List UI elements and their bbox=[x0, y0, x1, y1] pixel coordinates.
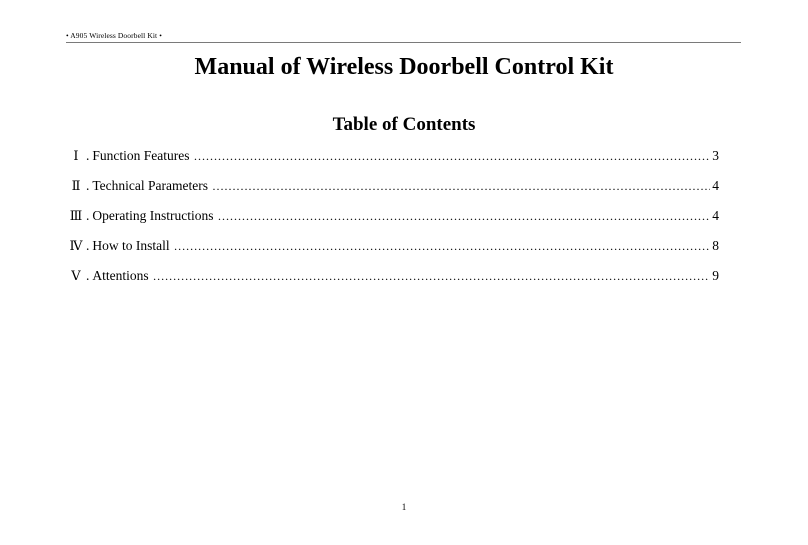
toc-numeral: Ⅰ bbox=[73, 149, 79, 164]
toc-heading: Table of Contents bbox=[332, 114, 476, 135]
toc-leader-dots bbox=[153, 266, 711, 286]
toc-separator: . bbox=[86, 238, 90, 253]
running-header: • A905 Wireless Doorbell Kit • bbox=[66, 31, 162, 40]
toc-numeral: Ⅳ bbox=[69, 239, 83, 254]
toc-leader-dots bbox=[174, 236, 711, 256]
toc-entry-how-to-install[interactable] bbox=[66, 236, 719, 256]
toc-entry-title: Attentions bbox=[92, 268, 149, 283]
toc-separator: . bbox=[86, 208, 90, 223]
toc-entry-function-features[interactable] bbox=[66, 146, 719, 166]
toc-entry-title: Operating Instructions bbox=[92, 208, 214, 223]
toc-leader-dots bbox=[217, 206, 710, 226]
toc-leader-dots bbox=[194, 146, 711, 166]
toc-page-number: 3 bbox=[712, 148, 719, 163]
toc-entry-operating-instructions[interactable] bbox=[66, 206, 719, 226]
toc-page-number: 4 bbox=[712, 208, 719, 223]
toc-separator: . bbox=[86, 148, 90, 163]
toc-separator: . bbox=[86, 268, 90, 283]
toc-entry-attentions[interactable] bbox=[66, 266, 719, 286]
toc-page-number: 8 bbox=[712, 238, 719, 253]
page-number: 1 bbox=[401, 502, 407, 512]
toc-page-number: 9 bbox=[712, 268, 719, 283]
toc-numeral: Ⅲ bbox=[69, 209, 83, 224]
toc-numeral: Ⅴ bbox=[71, 269, 81, 284]
document-title: Manual of Wireless Doorbell Control Kit bbox=[194, 54, 614, 80]
toc-entry-technical-parameters[interactable] bbox=[66, 176, 719, 196]
table-of-contents bbox=[66, 146, 719, 296]
toc-leader-dots bbox=[212, 176, 710, 196]
toc-separator: . bbox=[86, 178, 90, 193]
toc-entry-title: How to Install bbox=[92, 238, 170, 253]
header-rule bbox=[66, 42, 741, 43]
toc-page-number: 4 bbox=[712, 178, 719, 193]
toc-entry-title: Function Features bbox=[92, 148, 190, 163]
toc-numeral: Ⅱ bbox=[71, 179, 81, 194]
toc-entry-title: Technical Parameters bbox=[92, 178, 208, 193]
